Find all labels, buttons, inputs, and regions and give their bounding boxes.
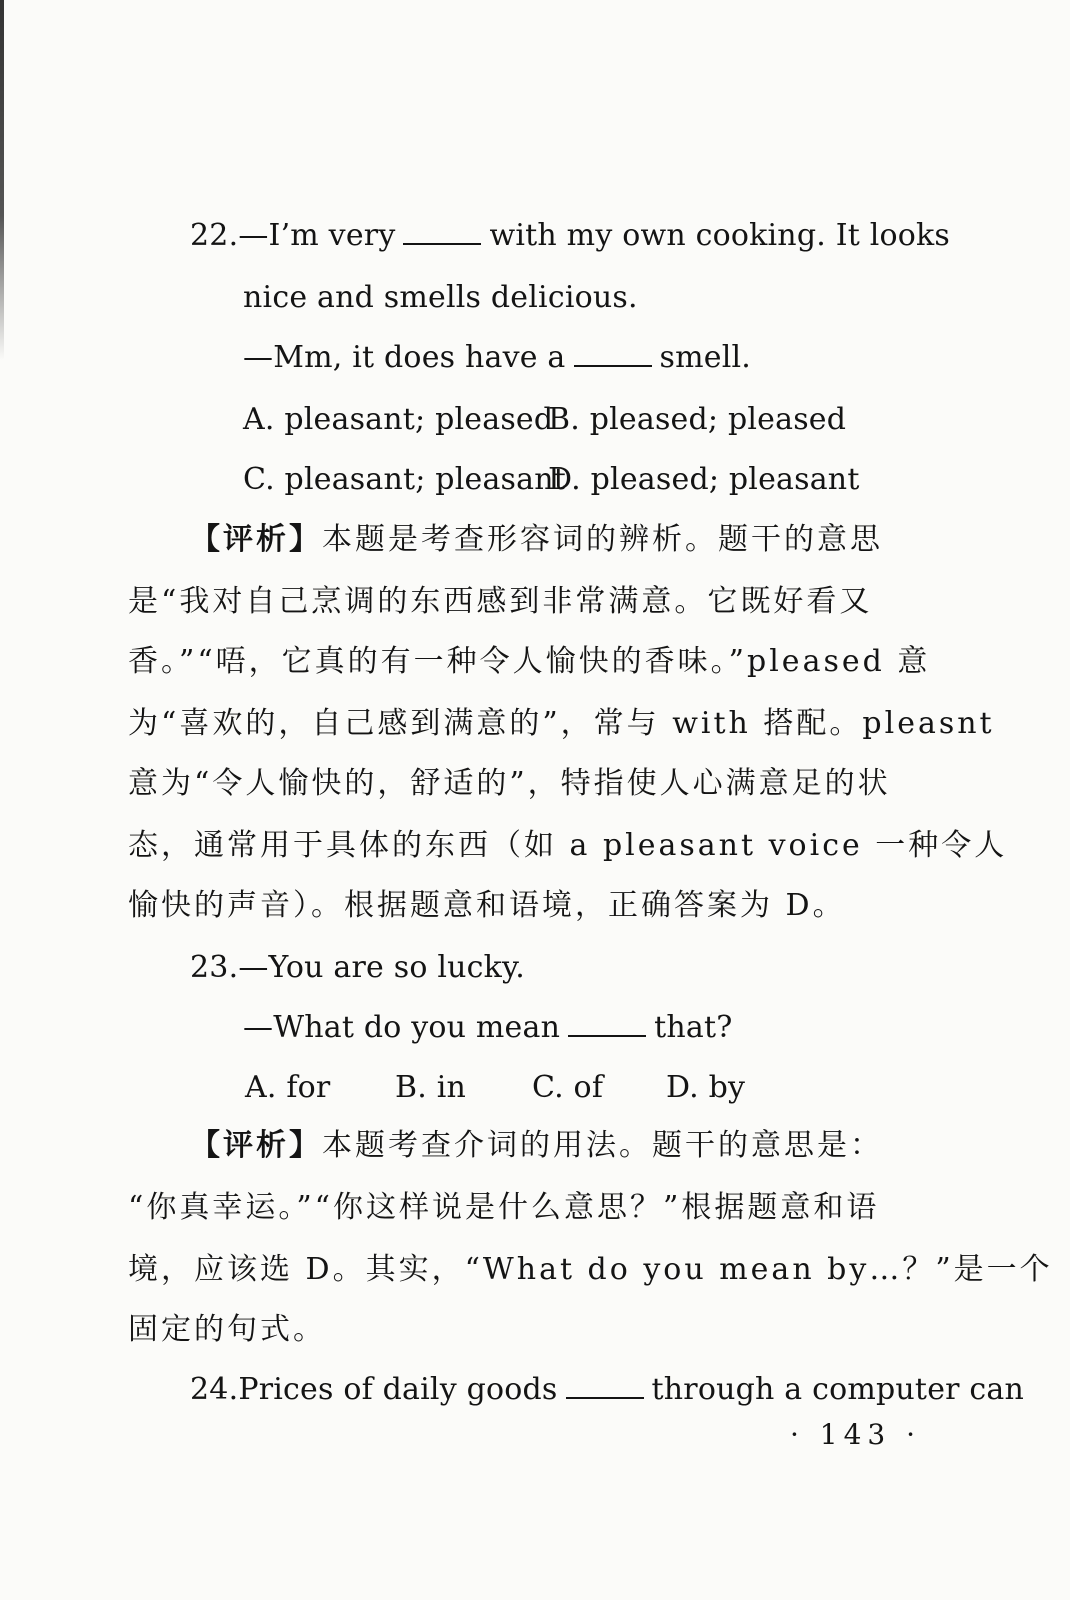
q22-option-b: B. pleased; pleased: [548, 402, 847, 437]
q23-analysis-line4: 固定的句式。: [128, 1312, 326, 1347]
q22-analysis-label: 【评析】: [190, 522, 322, 557]
q23-option-b: B. in: [395, 1070, 467, 1105]
q22-blank1: [403, 217, 481, 245]
q24-line1: [190, 1370, 1024, 1410]
q22-line3-post: smell.: [659, 340, 752, 375]
q24-blank: [566, 1371, 644, 1399]
q23-line2: [243, 1008, 733, 1048]
q22-option-a: A. pleasant; pleased: [243, 402, 554, 437]
q23-blank: [568, 1009, 646, 1037]
q23-line1: [190, 948, 525, 988]
q22-option-d: D. pleased; pleasant: [548, 462, 860, 497]
q24-line1-pre: Prices of daily goods: [238, 1372, 558, 1407]
q22-analysis-line4: 为“喜欢的，自己感到满意的”，常与 with 搭配。pleasnt: [128, 706, 995, 741]
q23-option-d: D. by: [666, 1070, 746, 1105]
q23-option-a: A. for: [245, 1070, 331, 1105]
q23-analysis-text-1: 本题考查介词的用法。题干的意思是：: [322, 1128, 883, 1163]
q22-analysis-line7: 愉快的声音）。根据题意和语境，正确答案为 D。: [128, 888, 846, 923]
q22-analysis-line6: 态，通常用于具体的东西（如 a pleasant voice 一种令人: [128, 828, 1008, 863]
q22-analysis-line3: 香。”“唔，它真的有一种令人愉快的香味。”pleased 意: [128, 644, 931, 679]
q22-line1-pre: —I’m very: [238, 218, 396, 253]
q22-line2: nice and smells delicious.: [243, 280, 638, 315]
q23-option-c: C. of: [532, 1070, 604, 1105]
q22-analysis-text-1: 本题是考查形容词的辨析。题干的意思: [322, 522, 883, 557]
q23-analysis-line3: 境，应该选 D。其实，“What do you mean by…？”是一个: [128, 1252, 1053, 1287]
page-number: · 143 ·: [790, 1418, 922, 1451]
q24-line1-post: through a computer can: [651, 1372, 1025, 1407]
q22-line1: [190, 216, 950, 256]
q23-line2-post: that?: [654, 1010, 733, 1045]
q22-option-c: C. pleasant; pleasant: [243, 462, 566, 497]
q22-line1-post: with my own cooking. It looks: [489, 218, 951, 253]
q22-analysis-line5: 意为“令人愉快的，舒适的”，特指使人心满意足的状: [128, 766, 891, 801]
q22-options-row2: [243, 460, 860, 500]
q23-analysis-line2: “你真幸运。”“你这样说是什么意思？”根据题意和语: [128, 1190, 880, 1225]
q23-line2-pre: —What do you mean: [243, 1010, 561, 1045]
q22-analysis-line2: 是“我对自己烹调的东西感到非常满意。它既好看又: [128, 584, 873, 619]
q23-number: 23.: [190, 950, 239, 985]
q22-number: 22.: [190, 218, 239, 253]
binding-edge: [0, 0, 4, 360]
q22-analysis-line1: [190, 520, 883, 560]
q22-blank2: [574, 339, 652, 367]
q22-line3: [243, 338, 751, 378]
q23-line1-text: —You are so lucky.: [238, 950, 525, 985]
q23-options: [245, 1068, 745, 1108]
q24-number: 24.: [190, 1372, 239, 1407]
q22-line3-pre: —Mm, it does have a: [243, 340, 566, 375]
q22-options-row1: [243, 400, 846, 440]
q23-analysis-line1: [190, 1126, 883, 1166]
q23-analysis-label: 【评析】: [190, 1128, 322, 1163]
